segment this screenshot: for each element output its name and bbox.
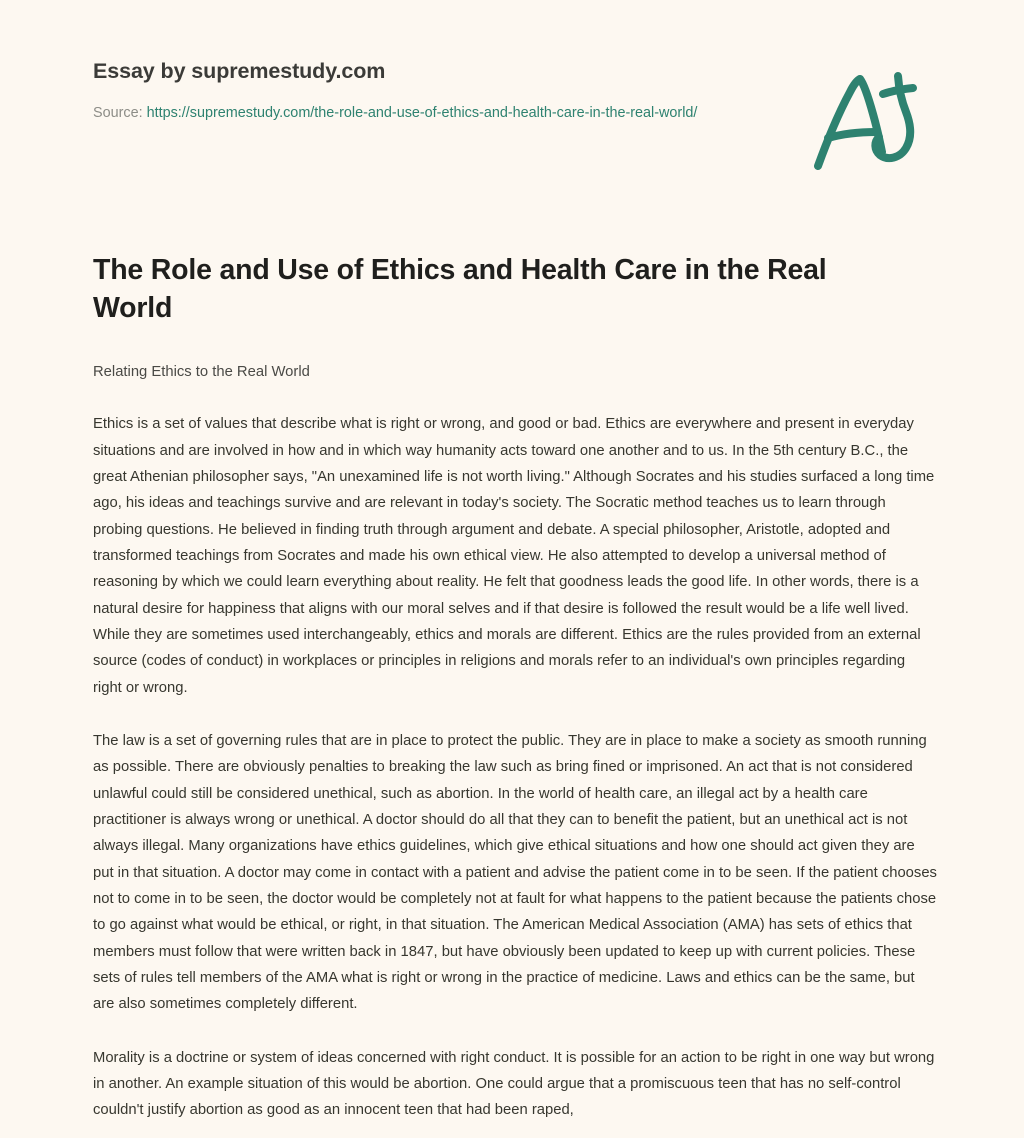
page-title: The Role and Use of Ethics and Health Care in the Real World (93, 254, 827, 324)
a-plus-logo (800, 62, 930, 182)
paragraph: Ethics is a set of values that describe what is right or wrong, and good or bad. Ethics are everywhere and present in everyday situations and are involved in how and in which way humanity acts toward one another and to us. In the 5th century B.C., the great Athenian philosopher says, "An unexamined life is not worth living." Although Socrates and his studies surfaced a long time ago, his ideas and teachings survive and are relevant in today's society. The Socratic method teaches us to learn through probing questions. He believed in finding truth through argument and debate. A special philosopher, Aristotle, adopted and transformed teachings from Socrates and made his own ethical view. He also attempted to develop a universal method of reasoning by which we could learn everything about reality. He felt that goodness leads the good life. In other words, there is a natural desire for happiness that aligns with our moral selves and if that desire is followed the result would be a life well lived. While they are sometimes used interchangeably, ethics and morals are different. Ethics are the rules provided from an external source (codes of conduct) in workplaces or principles in religions and morals refer to an individual's own principles regarding right or wrong. (93, 416, 935, 696)
article-subtitle: Relating Ethics to the Real World (93, 363, 310, 380)
article-body (93, 252, 938, 1138)
brand-title: Essay by supremestudy.com (93, 59, 386, 83)
source-line (93, 102, 738, 125)
paragraph: Morality is a doctrine or system of ideas concerned with right conduct. It is possible for an action to be right in one way but wrong in another. An example situation of this would be abortion. One could argue that a promiscuous teen that has no self-control couldn't justify abortion as good as an innocent teen that had been raped, (93, 1049, 935, 1119)
source-label: Source: (93, 104, 143, 121)
paragraph: The law is a set of governing rules that are in place to protect the public. They are in place to make a society as smooth running as possible. There are obviously penalties to breaking the law such as bring fined or imprisoned. An act that is not considered unlawful could still be considered unethical, such as abortion. In the world of health care, an illegal act by a health care practitioner is always wrong or unethical. A doctor should do all that they can to benefit the patient, but an unethical act is not always illegal. Many organizations have ethics guidelines, which give ethical situations and how one should act given they are put in that situation. A doctor may come in contact with a patient and advise the patient come in to be seen. If the patient chooses not to come in to be seen, the doctor would be completely not at fault for what happens to the patient because the patients chose to go against what would be ethical, or right, in that situation. The American Medical Association (AMA) has sets of ethics that members must follow that were written back in 1847, but have obviously been updated to keep up with current policies. These sets of rules tell members of the AMA what is right or wrong in the practice of medicine. Laws and ethics can be the same, but are also sometimes completely different. (93, 733, 937, 1013)
source-url-link[interactable]: https://supremestudy.com/the-role-and-use-of-ethics-and-health-care-in-the-real-world/ (146, 104, 698, 121)
